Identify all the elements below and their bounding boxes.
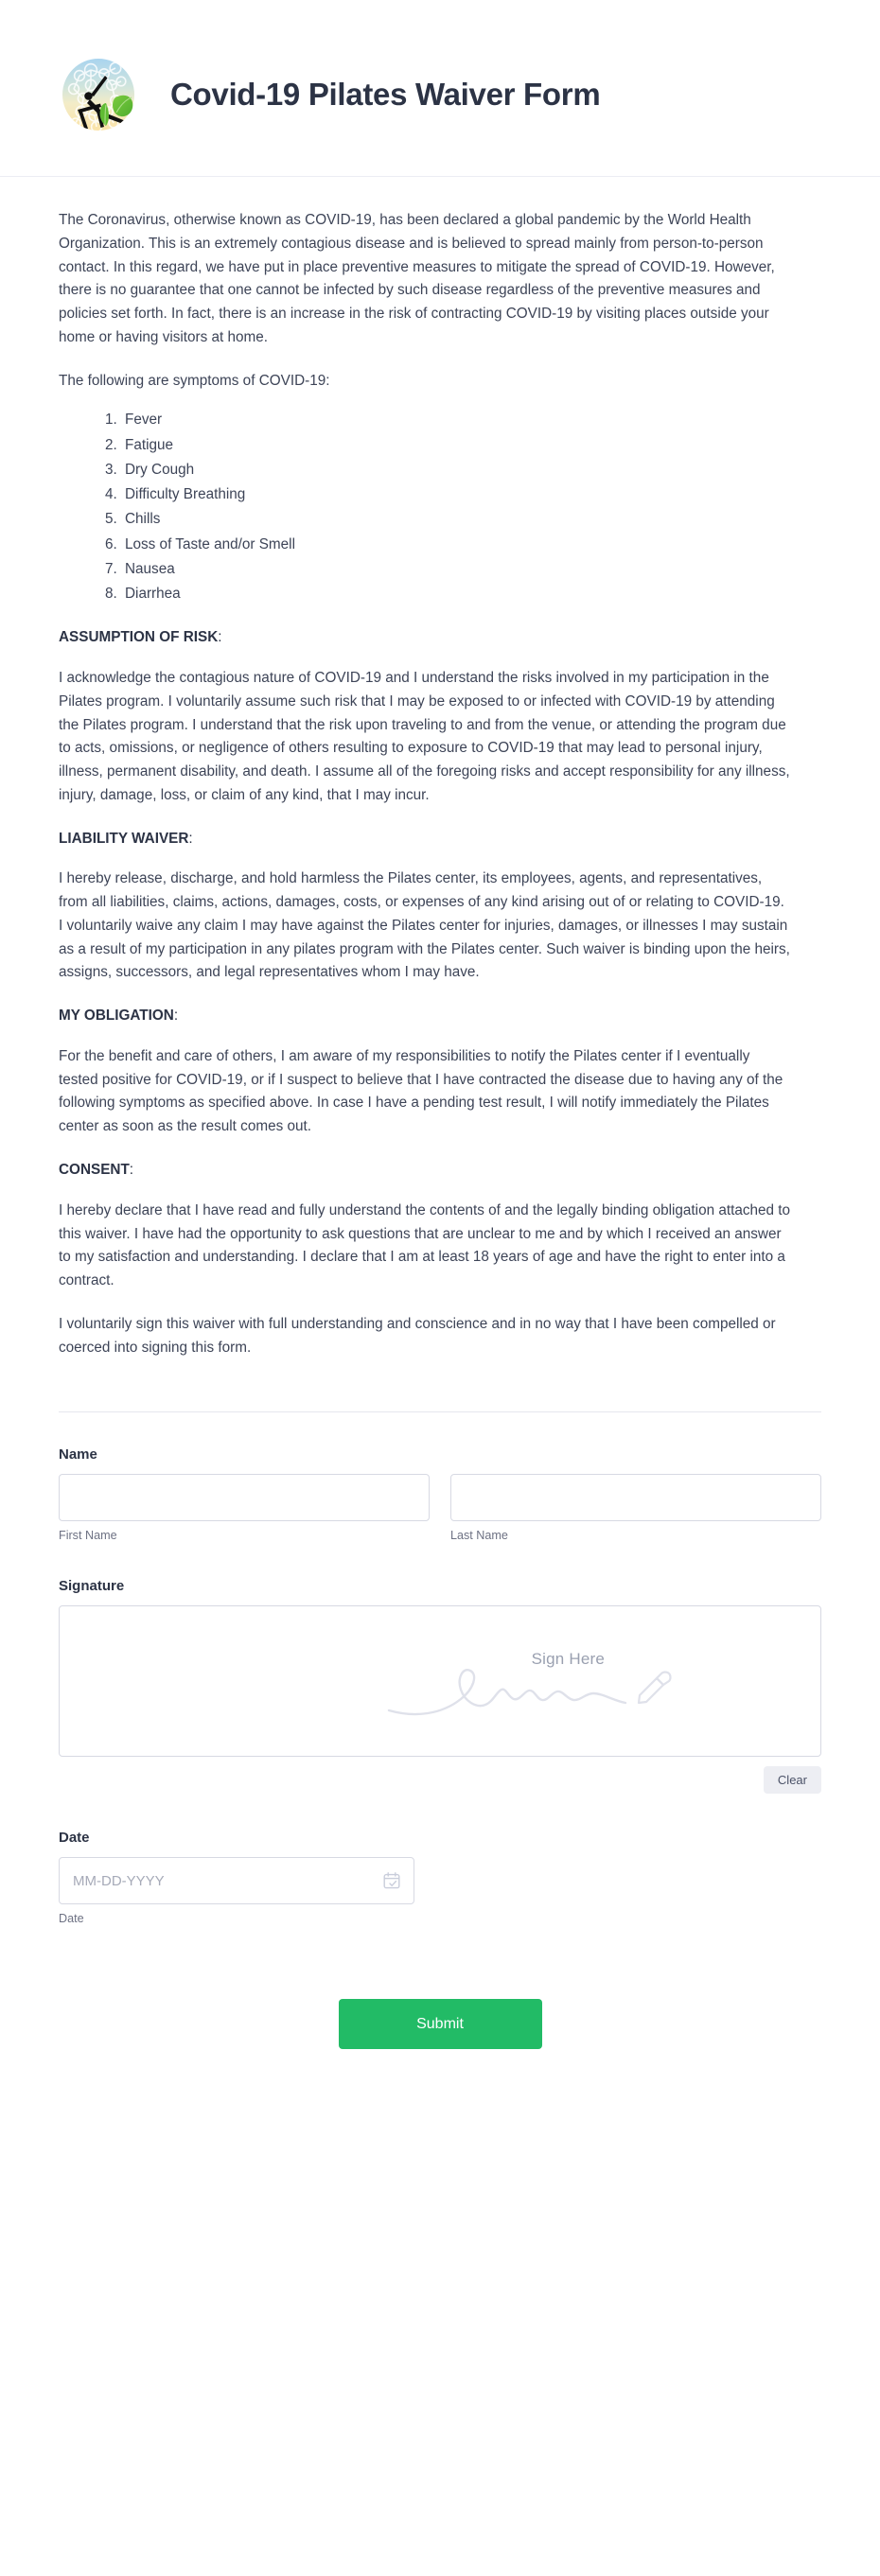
list-item: 6. Loss of Taste and/or Smell — [121, 533, 821, 556]
list-item: 2. Fatigue — [121, 433, 821, 457]
date-input-wrap — [59, 1857, 414, 1904]
signature-hint: Sign Here — [531, 1650, 605, 1669]
section-body-liability-waiver: I hereby release, discharge, and hold harmless the Pilates center, its employees, agents, and representatives, from all liabilities, claims, actions, damages, costs, or expenses of any kind arising out of or relating to COVID-19. I voluntarily waive any claim I may have against the Pilates center for injuries, damages, or illnesses I may sustain as a result of my participation in any pilates program with the Pilates center. Such waiver is binding upon the heirs, assigns, successors, and legal representatives whom I may have. — [59, 870, 790, 981]
field-name — [59, 1446, 821, 1542]
name-label: Name — [59, 1446, 97, 1463]
section-heading-suffix: : — [218, 629, 222, 646]
form-content — [0, 177, 880, 1379]
first-name-sub-label: First Name — [59, 1529, 117, 1543]
submit-area — [0, 1961, 880, 2108]
last-name-input[interactable] — [450, 1474, 821, 1521]
page-title: Covid-19 Pilates Waiver Form — [170, 77, 601, 113]
symptoms-list — [59, 408, 821, 605]
section-heading-suffix: : — [129, 1162, 134, 1179]
section-heading-text: MY OBLIGATION — [59, 1008, 174, 1025]
section-heading-my-obligation — [59, 1005, 821, 1028]
signature-pad[interactable] — [59, 1605, 821, 1757]
pen-icon — [636, 1667, 674, 1705]
section-heading-liability-waiver — [59, 828, 821, 851]
section-body-assumption-of-risk: I acknowledge the contagious nature of COVID-19 and I understand the risks involved in my participation in the Pilates program. I voluntarily assume such risk that I may be exposed to or infected with COVID-19 by attending the Pilates program. I understand that the risk upon traveling to and from the venue, or attending the program due to acts, omissions, or negligence of others resulting to exposure to COVID-19 that may lead to personal injury, illness, permanent disability, and death. I assume all of the foregoing risks and accept responsibility for any illness, injury, damage, loss, or claim of any kind, that I may incur. — [59, 670, 790, 803]
pilates-leaf-logo-icon — [59, 53, 142, 136]
signature-actions — [59, 1766, 821, 1794]
symptoms-intro: The following are symptoms of COVID-19: — [59, 372, 330, 389]
section-body-consent: I hereby declare that I have read and fully understand the contents of and the legally binding obligation attached to this waiver. I have had the opportunity to ask questions that are unclear to me and by which I received an answer to my satisfaction and understanding. I declare that I am at least 18 years of age and have the right to enter into a contract. — [59, 1201, 791, 1289]
first-name-input[interactable] — [59, 1474, 430, 1521]
section-heading-text: ASSUMPTION OF RISK — [59, 629, 219, 646]
date-input[interactable] — [59, 1857, 414, 1904]
signature-squiggle-icon — [387, 1665, 642, 1724]
section-heading-assumption-of-risk — [59, 626, 821, 650]
section-heading-suffix: : — [188, 830, 193, 847]
closing-paragraph: I voluntarily sign this waiver with full understanding and conscience and in no way that I have been compelled or coerced into signing this form. — [59, 1315, 776, 1356]
section-heading-text: LIABILITY WAIVER — [59, 830, 189, 847]
date-sub-label: Date — [59, 1912, 84, 1926]
section-heading-text: CONSENT — [59, 1162, 130, 1179]
submit-button[interactable]: Submit — [339, 1999, 542, 2049]
list-item: 7. Nausea — [121, 557, 821, 581]
clear-signature-button[interactable]: Clear — [764, 1766, 821, 1794]
signature-label: Signature — [59, 1578, 125, 1595]
section-body-my-obligation: For the benefit and care of others, I am aware of my responsibilities to notify the Pilates center if I eventually tested positive for COVID-19, or if I suspect to believe that I have contracted the disease due to having any of the following symptoms as specified above. In case I have a pending test result, I will notify immediately the Pilates center as soon as the result comes out. — [59, 1047, 783, 1135]
first-name-col — [59, 1474, 430, 1542]
list-item: 5. Chills — [121, 507, 821, 531]
form-fields — [0, 1412, 880, 1961]
list-item: 3. Dry Cough — [121, 458, 821, 482]
list-item: 4. Difficulty Breathing — [121, 482, 821, 506]
last-name-sub-label: Last Name — [450, 1529, 508, 1543]
section-heading-consent — [59, 1159, 821, 1183]
intro-paragraph: The Coronavirus, otherwise known as COVID-19, has been declared a global pandemic by the World Health Organization. This is an extremely contagious disease and is believed to spread mainly from person-to-person contact. In this regard, we have put in place preventive measures to mitigate the spread of COVID-19. However, there is no guarantee that one cannot be infected by such disease regardless of the preventive measures and policies set forth. In fact, there is an increase in the risk of contracting COVID-19 by visiting places outside your home or having visitors at home. — [59, 212, 775, 345]
name-row — [59, 1474, 821, 1542]
section-heading-suffix: : — [173, 1008, 179, 1025]
list-item: 8. Diarrhea — [121, 582, 821, 605]
last-name-col — [450, 1474, 821, 1542]
field-date — [59, 1830, 821, 1925]
date-label: Date — [59, 1830, 90, 1847]
form-header — [0, 0, 880, 177]
field-signature — [59, 1578, 821, 1794]
list-item: 1. Fever — [121, 408, 821, 431]
